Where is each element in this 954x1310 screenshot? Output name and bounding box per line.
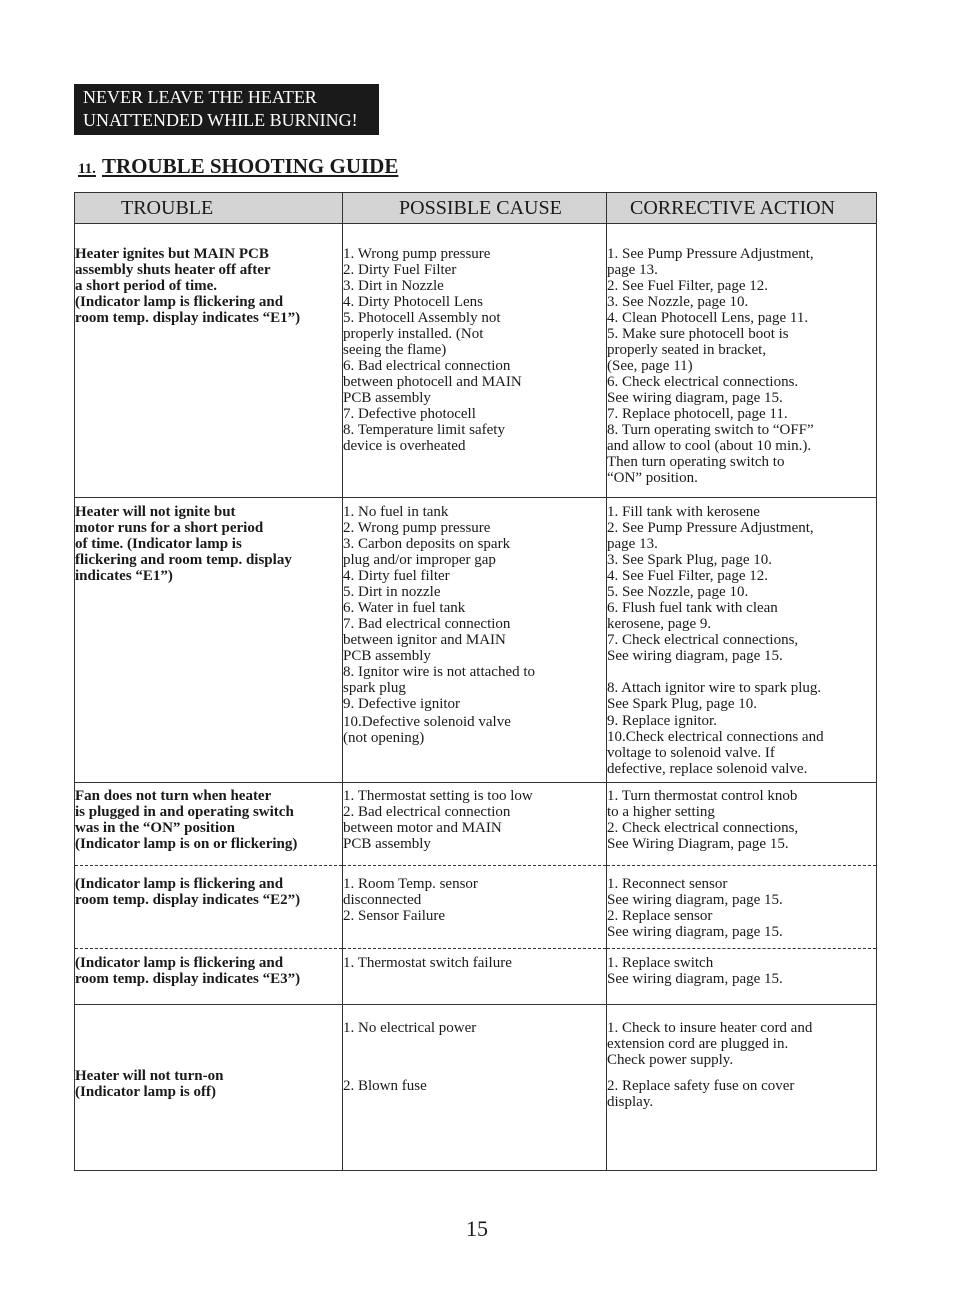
cell-line: 8. Temperature limit safety [343,422,505,438]
cell-line: (Indicator lamp is off) [75,1084,216,1100]
cell-line: 2. Wrong pump pressure [343,520,491,536]
cell-line: motor runs for a short period [75,520,264,536]
cell-line: 1. Check to insure heater cord and [607,1020,813,1036]
cell-line: page 13. [607,262,658,278]
table-row [75,1005,877,1171]
cell-line: between photocell and MAIN [343,374,522,390]
cell-line: 2. Replace safety fuse on cover [607,1078,795,1094]
cell-line: See Spark Plug, page 10. [607,696,757,712]
table-row [75,783,877,866]
cell-line: 2. Replace sensor [607,908,713,924]
cell-line: (Indicator lamp is flickering and [75,294,284,310]
cell-line: room temp. display indicates “E3”) [75,971,301,987]
trouble-cell [75,1005,343,1171]
cell-line: spark plug [343,680,406,696]
cell-line: kerosene, page 9. [607,616,712,632]
header-label: CORRECTIVE ACTION [630,196,835,219]
cell-line: See wiring diagram, page 15. [607,390,783,406]
cause-cell [343,224,607,498]
cell-line: properly installed. (Not [343,326,484,342]
cell-line: 1. Turn thermostat control knob [607,788,798,804]
action-cell [607,498,877,783]
cell-line: display. [607,1094,654,1110]
header-label: POSSIBLE CAUSE [399,196,562,219]
cell-line: 2. Sensor Failure [343,908,446,924]
cell-line: indicates “E1”) [75,568,173,584]
cell-line: (Indicator lamp is flickering and [75,876,284,892]
cell-line: (Indicator lamp is flickering and [75,955,284,971]
cell-line: disconnected [343,892,422,908]
cell-line: device is overheated [343,438,466,454]
cell-line: 1. Thermostat setting is too low [343,788,533,804]
cell-line: 4. Dirty fuel filter [343,568,450,584]
section-title [78,154,398,179]
header-possible-cause [343,193,607,224]
cell-line: 10.Defective solenoid valve [343,714,511,730]
cell-line: 9. Defective ignitor [343,696,461,712]
cell-line: 1. Reconnect sensor [607,876,728,892]
cell-line: PCB assembly [343,648,431,664]
cell-line: 1. No fuel in tank [343,504,449,520]
cause-cell [343,783,607,866]
cell-line: 1. Fill tank with kerosene [607,504,760,520]
table-row [75,866,877,949]
cell-line: “ON” position. [607,470,698,486]
cell-line: assembly shuts heater off after [75,262,271,278]
cell-line: 1. Replace switch [607,955,714,971]
cell-line: 1. Wrong pump pressure [343,246,491,262]
cell-line: 10.Check electrical connections and [607,729,824,745]
header-label: TROUBLE [121,196,214,219]
cell-line: (Indicator lamp is on or flickering) [75,836,298,852]
cell-line: 8. Ignitor wire is not attached to [343,664,536,680]
cell-line: 3. See Nozzle, page 10. [607,294,749,310]
cell-line: 2. Blown fuse [343,1078,427,1094]
cell-line: is plugged in and operating switch [75,804,294,820]
cell-line: 5. Photocell Assembly not [343,310,501,326]
cause-cell [343,949,607,1005]
cell-line: voltage to solenoid valve. If [607,745,775,761]
cell-line: Check power supply. [607,1052,734,1068]
cell-line: 7. Replace photocell, page 11. [607,406,788,422]
action-cell [607,783,877,866]
cell-line: a short period of time. [75,278,218,294]
cell-line: seeing the flame) [343,342,447,358]
cell-line: flickering and room temp. display [75,552,292,568]
action-cell [607,949,877,1005]
cell-line: 2. See Fuel Filter, page 12. [607,278,769,294]
cell-line: 5. Dirt in nozzle [343,584,441,600]
warning-box [74,84,379,135]
cell-line: 6. Check electrical connections. [607,374,799,390]
cell-line: See wiring diagram, page 15. [607,892,783,908]
cell-line: Heater ignites but MAIN PCB [75,246,269,262]
cell-line: Then turn operating switch to [607,454,785,470]
cell-line [607,664,876,680]
cell-line: 1. Room Temp. sensor [343,876,478,892]
cell-line: 6. Flush fuel tank with clean [607,600,778,616]
cell-line: extension cord are plugged in. [607,1036,789,1052]
cell-line: 6. Bad electrical connection [343,358,511,374]
cell-line: between ignitor and MAIN [343,632,506,648]
cell-line: properly seated in bracket, [607,342,767,358]
cell-line: 9. Replace ignitor. [607,713,717,729]
trouble-cell [75,783,343,866]
cell-line: See wiring diagram, page 15. [607,971,783,987]
cell-line: 6. Water in fuel tank [343,600,466,616]
trouble-cell [75,498,343,783]
cell-line: 5. Make sure photocell boot is [607,326,789,342]
cause-cell [343,866,607,949]
cell-line: to a higher setting [607,804,715,820]
trouble-shooting-table [74,192,877,1171]
cell-line: 2. Bad electrical connection [343,804,511,820]
header-trouble [75,193,343,224]
warning-line-1: NEVER LEAVE THE HEATER [83,87,317,107]
table-header-row [75,193,877,224]
cell-line: room temp. display indicates “E2”) [75,892,301,908]
cell-line: 7. Check electrical connections, [607,632,799,648]
cause-cell [343,1005,607,1171]
trouble-cell [75,949,343,1005]
cell-line: page 13. [607,536,658,552]
header-corrective-action [607,193,877,224]
table-row [75,224,877,498]
cell-line: Heater will not turn-on [75,1068,224,1084]
cell-line: See wiring diagram, page 15. [607,648,783,664]
cell-line: 2. See Pump Pressure Adjustment, [607,520,814,536]
cell-line: defective, replace solenoid valve. [607,761,808,777]
trouble-cell [75,866,343,949]
cell-line: between motor and MAIN [343,820,502,836]
cell-line: 4. See Fuel Filter, page 12. [607,568,769,584]
cell-line: Fan does not turn when heater [75,788,272,804]
cell-line: (See, page 11) [607,358,693,374]
cell-line: 8. Attach ignitor wire to spark plug. [607,680,822,696]
cell-line: was in the “ON” position [75,820,236,836]
section-number: 11. [78,161,96,177]
cell-line: 5. See Nozzle, page 10. [607,584,749,600]
section-title-text: TROUBLE SHOOTING GUIDE [101,154,399,178]
cell-line: See Wiring Diagram, page 15. [607,836,789,852]
cause-cell [343,498,607,783]
cell-line: 4. Dirty Photocell Lens [343,294,483,310]
cell-line: 2. Check electrical connections, [607,820,799,836]
cell-line: PCB assembly [343,390,431,406]
action-cell [607,866,877,949]
cell-line: 3. See Spark Plug, page 10. [607,552,772,568]
cell-line: 8. Turn operating switch to “OFF” [607,422,814,438]
table-row [75,498,877,783]
cell-line: 7. Bad electrical connection [343,616,511,632]
cell-line: 4. Clean Photocell Lens, page 11. [607,310,809,326]
cell-line: plug and/or improper gap [343,552,496,568]
cell-line: and allow to cool (about 10 min.). [607,438,812,454]
cell-line: 7. Defective photocell [343,406,476,422]
cell-line: See wiring diagram, page 15. [607,924,783,940]
page-number: 15 [466,1216,488,1241]
cell-line: 3. Carbon deposits on spark [343,536,511,552]
table-row [75,949,877,1005]
cell-line: room temp. display indicates “E1”) [75,310,301,326]
warning-line-2: UNATTENDED WHILE BURNING! [83,110,358,130]
cell-line: (not opening) [343,730,425,746]
cell-line: 1. No electrical power [343,1020,477,1036]
action-cell [607,1005,877,1171]
cell-line: 2. Dirty Fuel Filter [343,262,457,278]
cell-line: Heater will not ignite but [75,504,236,520]
action-cell [607,224,877,498]
trouble-cell [75,224,343,498]
cell-line: PCB assembly [343,836,431,852]
cell-line: 3. Dirt in Nozzle [343,278,444,294]
cell-line: 1. See Pump Pressure Adjustment, [607,246,814,262]
cell-line: of time. (Indicator lamp is [75,536,242,552]
cell-line: 1. Thermostat switch failure [343,955,512,971]
